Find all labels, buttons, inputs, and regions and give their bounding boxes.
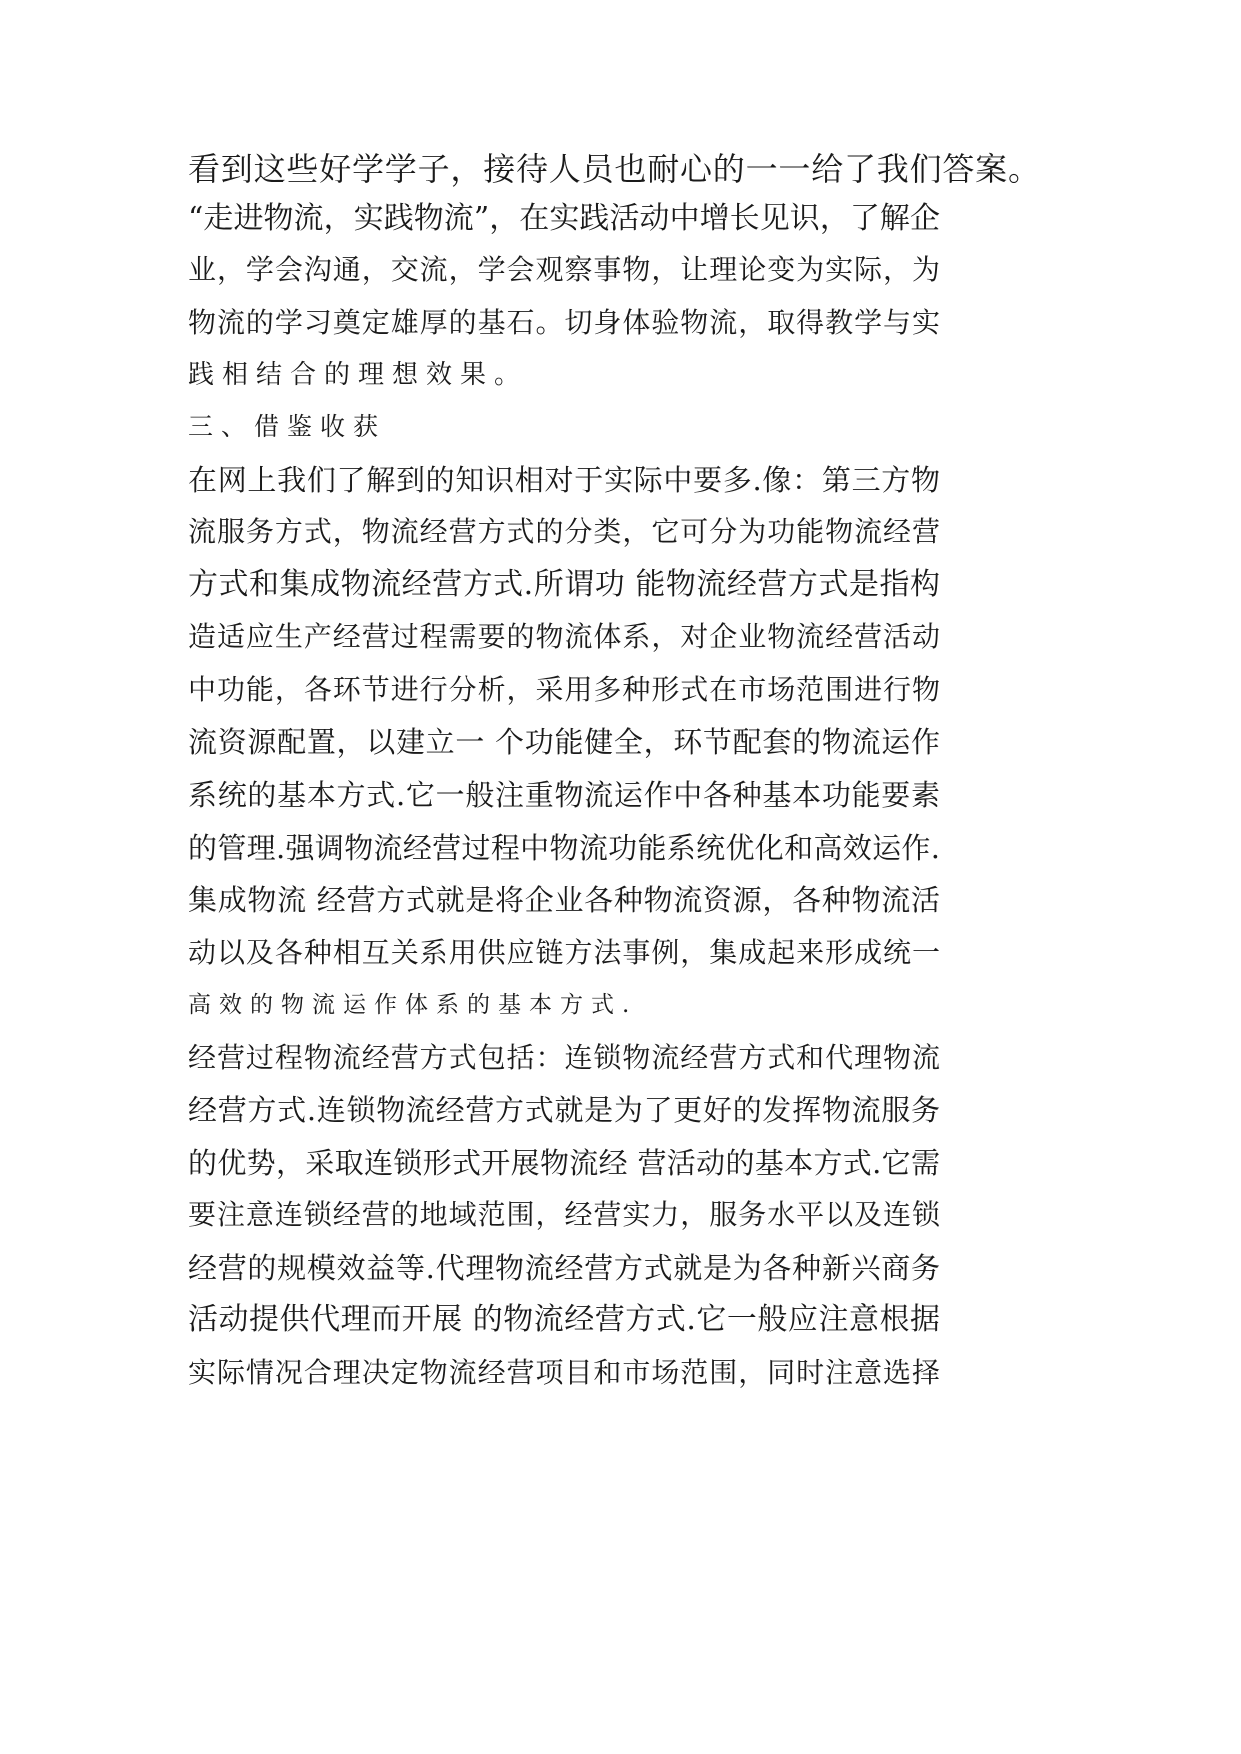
- text-line: 践相结合的理想效果。: [188, 360, 529, 390]
- text-line: 经营方式.连锁物流经营方式就是为了更好的发挥物流服务: [188, 1093, 940, 1127]
- text-line: 物流的学习奠定雄厚的基石。切身体验物流，取得教学与实: [188, 306, 940, 339]
- text-line: 集成物流 经营方式就是将企业各种物流资源，各种物流活: [188, 883, 940, 917]
- text-line: 中功能，各环节进行分析，采用多种形式在市场范围进行物: [188, 673, 940, 706]
- text-line: 业，学会沟通，交流，学会观察事物，让理论变为实际，为: [188, 253, 940, 286]
- text-line: 看到这些好学学子，接待人员也耐心的一一给了我们答案。: [188, 150, 1040, 188]
- text-line: 要注意连锁经营的地域范围，经营实力，服务水平以及连锁: [188, 1198, 940, 1231]
- text-line: 实际情况合理决定物流经营项目和市场范围，同时注意选择: [188, 1356, 940, 1389]
- text-line: 高效的物流运作体系的基本方式.: [188, 992, 638, 1018]
- text-line: “走进物流，实践物流”，在实践活动中增长见识，了解企: [188, 201, 940, 236]
- text-line: 活动提供代理而开展 的物流经营方式.它一般应注意根据: [188, 1302, 940, 1337]
- text-line: 动以及各种相互关系用供应链方法事例，集成起来形成统一: [188, 936, 940, 969]
- text-line: 流资源配置，以建立一 个功能健全，环节配套的物流运作: [188, 725, 940, 759]
- text-line: 的优势，采取连锁形式开展物流经 营活动的基本方式.它需: [188, 1146, 940, 1180]
- text-line: 方式和集成物流经营方式.所谓功 能物流经营方式是指构: [188, 567, 940, 602]
- text-line: 的管理.强调物流经营过程中物流功能系统优化和高效运作.: [188, 831, 940, 865]
- text-line: 流服务方式，物流经营方式的分类，它可分为功能物流经营: [188, 515, 940, 548]
- text-line: 经营的规模效益等.代理物流经营方式就是为各种新兴商务: [188, 1251, 940, 1285]
- text-line: 经营过程物流经营方式包括：连锁物流经营方式和代理物流: [188, 1041, 940, 1074]
- section-heading: 三、借鉴收获: [188, 412, 387, 441]
- text-line: 造适应生产经营过程需要的物流体系，对企业物流经营活动: [188, 620, 940, 653]
- text-line: 在网上我们了解到的知识相对于实际中要多.像：第三方物: [188, 463, 940, 497]
- text-line: 系统的基本方式.它一般注重物流运作中各种基本功能要素: [188, 778, 940, 812]
